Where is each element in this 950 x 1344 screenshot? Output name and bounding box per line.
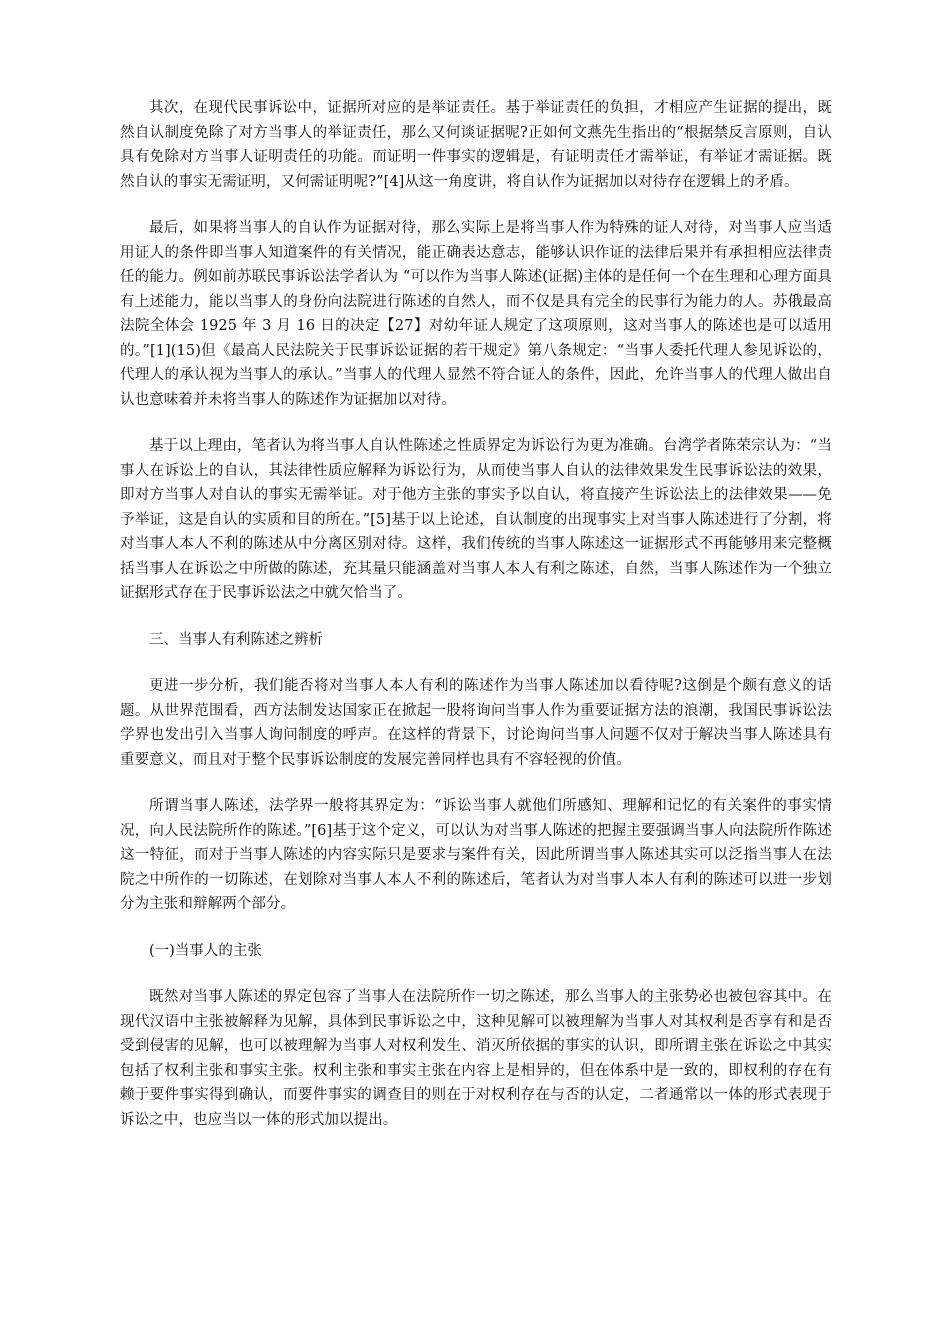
paragraph-admission-witness: 最后，如果将当事人的自认作为证据对待，那么实际上是将当事人作为特殊的证人对待，对当事人应当适用证人的条件即当事人知道案件的有关情况，能正确表达意志，能够认识作证的法律后果并有承担相应法律责任的能力。例如前苏联民事诉讼法学者认为 “可以作为当事人陈述(证据)主体的是任何一个在生理和心理方面具有上述能力，能以当事人的身份向法院进行陈述的自然人，而不仅是具有完全的民事行为能力的人。苏俄最高法院全体会 1925 年 3 月 16 日的决定【27】对幼年证人规定了这项原则，这对当事人的陈述也是可以适用的。”[1](15)但《最高人民法院关于民事诉讼证据的若干规定》第八条规定：“当事人委托代理人参见诉讼的，代理人的承认视为当事人的承认。”当事人的代理人显然不符合证人的条件，因此，允许当事人的代理人做出自认也意味着并未将当事人的陈述作为证据加以对待。 [120, 220, 832, 408]
subsection-heading: (一)当事人的主张 [149, 942, 262, 959]
paragraph-party-claim: 既然对当事人陈述的界定包容了当事人在法院所作一切之陈述，那么当事人的主张势必也被包容其中。在现代汉语中主张被解释为见解，具体到民事诉讼之中，这种见解可以被理解为当事人对其权利是否享有和是否受到侵害的见解，也可以被理解为当事人对权利发生、消灭所依据的事实的认识，即所谓主张在诉讼之中其实包括了权利主张和事实主张。权利主张和事实主张在内容上是相异的，但在体系中是一致的，即权利的存在有赖于要件事实得到确认，而要件事实的调查目的则在于对权利存在与否的认定，二者通常以一体的形式表现于诉讼之中，也应当以一体的形式加以提出。 [120, 989, 832, 1128]
paragraph-admission-burden: 其次，在现代民事诉讼中，证据所对应的是举证责任。基于举证责任的负担，才相应产生证据的提出，既然自认制度免除了对方当事人的举证责任，那么又何谈证据呢?正如何文燕先生指出的“根据禁反言原则，自认具有免除对方当事人证明责任的功能。而证明一件事实的逻辑是，有证明责任才需举证，有举证才需证据。既然自认的事实无需证明，又何需证明呢?”[4]从这一角度讲，将自认作为证据加以对待存在逻辑上的矛盾。 [120, 100, 832, 190]
paragraph-admission-conclusion: 基于以上理由，笔者认为将当事人自认性陈述之性质界定为诉讼行为更为准确。台湾学者陈荣宗认为：“当事人在诉讼上的自认，其法律性质应解释为诉讼行为，从而使当事人自认的法律效果发生民事诉讼法的效果，即对方当事人对自认的事实无需举证。对于他方主张的事实予以自认，将直接产生诉讼法上的法律效果——免予举证，这是自认的实质和目的所在。”[5]基于以上论述，自认制度的出现事实上对当事人陈述进行了分割，将对当事人本人不利的陈述从中分离区别对待。这样，我们传统的当事人陈述这一证据形式不再能够用来完整概括当事人在诉讼之中所做的陈述，充其量只能涵盖对当事人本人有利之陈述，自然，当事人陈述作为一个独立证据形式存在于民事诉讼法之中就欠恰当了。 [120, 438, 832, 601]
paragraph-favorable-statement-intro: 更进一步分析，我们能否将对当事人本人有利的陈述作为当事人陈述加以看待呢?这倒是个颇有意义的话题。从世界范围看，西方法制发达国家正在掀起一股将询问当事人作为重要证据方法的浪潮，我国民事诉讼法学界也发出引入当事人询问制度的呼声。在这样的背景下，讨论询问当事人问题不仅对于解决当事人陈述具有重要意义，而且对于整个民事诉讼制度的发展完善同样也具有不容轻视的价值。 [120, 678, 832, 768]
paragraph-statement-definition: 所谓当事人陈述，法学界一般将其界定为：“诉讼当事人就他们所感知、理解和记忆的有关案件的事实情况，向人民法院所作的陈述。”[6]基于这个定义，可以认为对当事人陈述的把握主要强调当事人向法院所作陈述这一特征，而对于当事人陈述的内容实际只是要求与案件有关，因此所谓当事人陈述其实可以泛指当事人在法院之中所作的一切陈述，在划除对当事人本人不利的陈述后，笔者认为对当事人本人有利的陈述可以进一步划分为主张和辩解两个部分。 [120, 798, 832, 912]
document-page [120, 96, 832, 1154]
section-heading: 三、当事人有利陈述之辨析 [149, 631, 323, 648]
